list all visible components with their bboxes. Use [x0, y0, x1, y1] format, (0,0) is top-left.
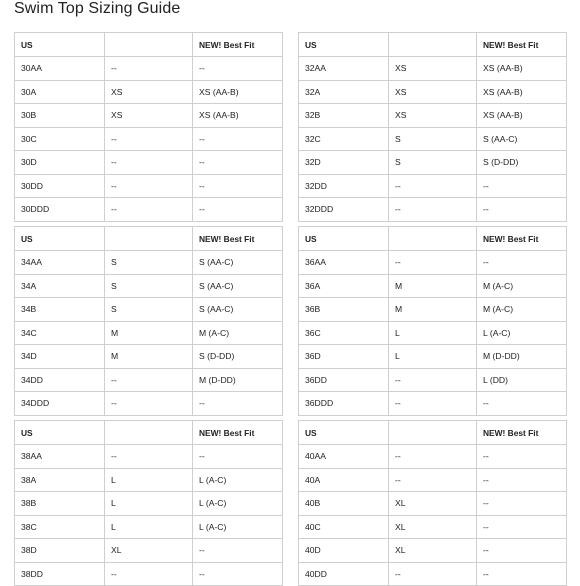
table-row	[299, 251, 567, 275]
table-row	[15, 298, 283, 322]
best-fit-cell: S (D-DD)	[193, 345, 283, 369]
band-cup-cell: 34DDD	[15, 392, 105, 416]
band-cup-cell: 30D	[15, 151, 105, 175]
band-cup-cell: 40C	[299, 515, 389, 539]
best-fit-cell: --	[193, 198, 283, 222]
best-fit-cell: S (AA-C)	[193, 251, 283, 275]
size-cell: --	[389, 368, 477, 392]
best-fit-cell: --	[193, 562, 283, 586]
band-cup-cell: 32B	[299, 104, 389, 128]
table-row	[299, 198, 567, 222]
table-row	[299, 468, 567, 492]
size-cell: S	[389, 151, 477, 175]
size-cell: --	[105, 445, 193, 469]
table-row	[15, 468, 283, 492]
band-cup-cell: 36B	[299, 298, 389, 322]
header-size	[105, 421, 193, 445]
header-best-fit: NEW! Best Fit	[193, 33, 283, 57]
header-size	[389, 33, 477, 57]
table-row	[15, 198, 283, 222]
size-cell: XL	[389, 492, 477, 516]
best-fit-cell: --	[193, 127, 283, 151]
size-cell: S	[105, 298, 193, 322]
size-cell: L	[105, 468, 193, 492]
table-row	[299, 345, 567, 369]
table-row	[299, 368, 567, 392]
best-fit-cell: --	[477, 392, 567, 416]
size-cell: --	[105, 368, 193, 392]
best-fit-cell: --	[477, 492, 567, 516]
size-cell: XS	[105, 80, 193, 104]
table-row	[299, 274, 567, 298]
size-cell: L	[389, 345, 477, 369]
best-fit-cell: XS (AA-B)	[477, 57, 567, 81]
best-fit-cell: S (D-DD)	[477, 151, 567, 175]
table-row	[15, 392, 283, 416]
best-fit-cell: L (A-C)	[193, 492, 283, 516]
best-fit-cell: S (AA-C)	[477, 127, 567, 151]
band-cup-cell: 36DDD	[299, 392, 389, 416]
best-fit-cell: XS (AA-B)	[193, 80, 283, 104]
size-cell: XL	[389, 539, 477, 563]
band-cup-cell: 32AA	[299, 57, 389, 81]
band-cup-cell: 30DDD	[15, 198, 105, 222]
table-row	[299, 539, 567, 563]
size-table-32	[298, 32, 567, 222]
band-cup-cell: 40B	[299, 492, 389, 516]
size-cell: --	[389, 174, 477, 198]
page-title: Swim Top Sizing Guide	[14, 0, 181, 17]
size-cell: S	[105, 251, 193, 275]
size-cell: L	[105, 492, 193, 516]
table-header-row	[15, 227, 283, 251]
size-cell: XS	[389, 57, 477, 81]
best-fit-cell: XS (AA-B)	[193, 104, 283, 128]
best-fit-cell: --	[193, 392, 283, 416]
header-us: US	[15, 227, 105, 251]
header-best-fit: NEW! Best Fit	[477, 33, 567, 57]
table-row	[15, 127, 283, 151]
table-row	[299, 321, 567, 345]
table-row	[15, 321, 283, 345]
header-best-fit: NEW! Best Fit	[193, 421, 283, 445]
size-cell: --	[105, 57, 193, 81]
best-fit-cell: L (DD)	[477, 368, 567, 392]
header-best-fit: NEW! Best Fit	[193, 227, 283, 251]
table-row	[299, 562, 567, 586]
size-table-30	[14, 32, 283, 222]
size-cell: M	[389, 274, 477, 298]
table-row	[15, 174, 283, 198]
table-header-row	[299, 33, 567, 57]
size-cell: --	[389, 251, 477, 275]
best-fit-cell: --	[477, 539, 567, 563]
band-cup-cell: 32C	[299, 127, 389, 151]
table-row	[299, 104, 567, 128]
band-cup-cell: 38AA	[15, 445, 105, 469]
table-row	[15, 104, 283, 128]
table-row	[299, 298, 567, 322]
header-us: US	[15, 421, 105, 445]
table-row	[15, 57, 283, 81]
header-size	[389, 227, 477, 251]
best-fit-cell: XS (AA-B)	[477, 80, 567, 104]
size-cell: L	[389, 321, 477, 345]
band-cup-cell: 40D	[299, 539, 389, 563]
size-cell: XL	[389, 515, 477, 539]
table-row	[299, 515, 567, 539]
best-fit-cell: --	[477, 445, 567, 469]
best-fit-cell: S (AA-C)	[193, 298, 283, 322]
table-row	[15, 251, 283, 275]
header-us: US	[299, 421, 389, 445]
size-cell: --	[389, 198, 477, 222]
band-cup-cell: 38A	[15, 468, 105, 492]
table-header-row	[299, 227, 567, 251]
table-row	[15, 445, 283, 469]
band-cup-cell: 38B	[15, 492, 105, 516]
band-cup-cell: 34D	[15, 345, 105, 369]
best-fit-cell: --	[193, 151, 283, 175]
size-table-36	[298, 226, 567, 416]
band-cup-cell: 30C	[15, 127, 105, 151]
best-fit-cell: S (AA-C)	[193, 274, 283, 298]
best-fit-cell: XS (AA-B)	[477, 104, 567, 128]
band-cup-cell: 30A	[15, 80, 105, 104]
size-cell: --	[105, 392, 193, 416]
table-row	[15, 80, 283, 104]
best-fit-cell: --	[477, 562, 567, 586]
size-cell: S	[105, 274, 193, 298]
table-row	[15, 274, 283, 298]
band-cup-cell: 36C	[299, 321, 389, 345]
size-cell: XL	[105, 539, 193, 563]
size-cell: S	[389, 127, 477, 151]
table-header-row	[15, 421, 283, 445]
table-row	[15, 368, 283, 392]
size-cell: --	[105, 562, 193, 586]
band-cup-cell: 38DD	[15, 562, 105, 586]
band-cup-cell: 40DD	[299, 562, 389, 586]
size-cell: --	[105, 198, 193, 222]
table-row	[299, 80, 567, 104]
header-us: US	[15, 33, 105, 57]
band-cup-cell: 30DD	[15, 174, 105, 198]
best-fit-cell: L (A-C)	[193, 515, 283, 539]
best-fit-cell: L (A-C)	[193, 468, 283, 492]
best-fit-cell: M (D-DD)	[193, 368, 283, 392]
best-fit-cell: M (A-C)	[477, 298, 567, 322]
header-size	[389, 421, 477, 445]
size-cell: XS	[389, 80, 477, 104]
best-fit-cell: --	[193, 174, 283, 198]
best-fit-cell: --	[477, 468, 567, 492]
best-fit-cell: M (D-DD)	[477, 345, 567, 369]
table-row	[15, 492, 283, 516]
band-cup-cell: 40A	[299, 468, 389, 492]
size-cell: XS	[105, 104, 193, 128]
size-cell: --	[389, 445, 477, 469]
table-row	[15, 539, 283, 563]
header-us: US	[299, 33, 389, 57]
band-cup-cell: 30B	[15, 104, 105, 128]
best-fit-cell: M (A-C)	[477, 274, 567, 298]
table-row	[299, 174, 567, 198]
table-row	[299, 127, 567, 151]
table-row	[15, 345, 283, 369]
header-size	[105, 227, 193, 251]
table-row	[15, 515, 283, 539]
band-cup-cell: 40AA	[299, 445, 389, 469]
best-fit-cell: --	[477, 174, 567, 198]
header-best-fit: NEW! Best Fit	[477, 421, 567, 445]
table-header-row	[299, 421, 567, 445]
band-cup-cell: 36D	[299, 345, 389, 369]
size-cell: M	[105, 345, 193, 369]
band-cup-cell: 36DD	[299, 368, 389, 392]
size-cell: L	[105, 515, 193, 539]
band-cup-cell: 34A	[15, 274, 105, 298]
band-cup-cell: 34DD	[15, 368, 105, 392]
size-cell: M	[389, 298, 477, 322]
size-cell: XS	[389, 104, 477, 128]
table-row	[299, 57, 567, 81]
band-cup-cell: 34B	[15, 298, 105, 322]
header-us: US	[299, 227, 389, 251]
header-best-fit: NEW! Best Fit	[477, 227, 567, 251]
size-table-40	[298, 420, 567, 586]
band-cup-cell: 38C	[15, 515, 105, 539]
band-cup-cell: 30AA	[15, 57, 105, 81]
band-cup-cell: 34AA	[15, 251, 105, 275]
best-fit-cell: --	[193, 57, 283, 81]
table-row	[299, 392, 567, 416]
table-row	[15, 151, 283, 175]
band-cup-cell: 36AA	[299, 251, 389, 275]
size-cell: --	[105, 127, 193, 151]
best-fit-cell: --	[193, 445, 283, 469]
best-fit-cell: --	[477, 198, 567, 222]
best-fit-cell: --	[477, 251, 567, 275]
band-cup-cell: 32DD	[299, 174, 389, 198]
table-row	[299, 492, 567, 516]
band-cup-cell: 36A	[299, 274, 389, 298]
table-row	[15, 562, 283, 586]
size-table-34	[14, 226, 283, 416]
size-cell: --	[105, 174, 193, 198]
band-cup-cell: 34C	[15, 321, 105, 345]
size-cell: --	[105, 151, 193, 175]
size-cell: M	[105, 321, 193, 345]
size-cell: --	[389, 468, 477, 492]
best-fit-cell: --	[477, 515, 567, 539]
header-size	[105, 33, 193, 57]
size-cell: --	[389, 562, 477, 586]
table-row	[299, 445, 567, 469]
best-fit-cell: --	[193, 539, 283, 563]
band-cup-cell: 32A	[299, 80, 389, 104]
best-fit-cell: L (A-C)	[477, 321, 567, 345]
table-header-row	[15, 33, 283, 57]
band-cup-cell: 32DDD	[299, 198, 389, 222]
size-cell: --	[389, 392, 477, 416]
band-cup-cell: 32D	[299, 151, 389, 175]
table-row	[299, 151, 567, 175]
size-table-38	[14, 420, 283, 586]
best-fit-cell: M (A-C)	[193, 321, 283, 345]
band-cup-cell: 38D	[15, 539, 105, 563]
